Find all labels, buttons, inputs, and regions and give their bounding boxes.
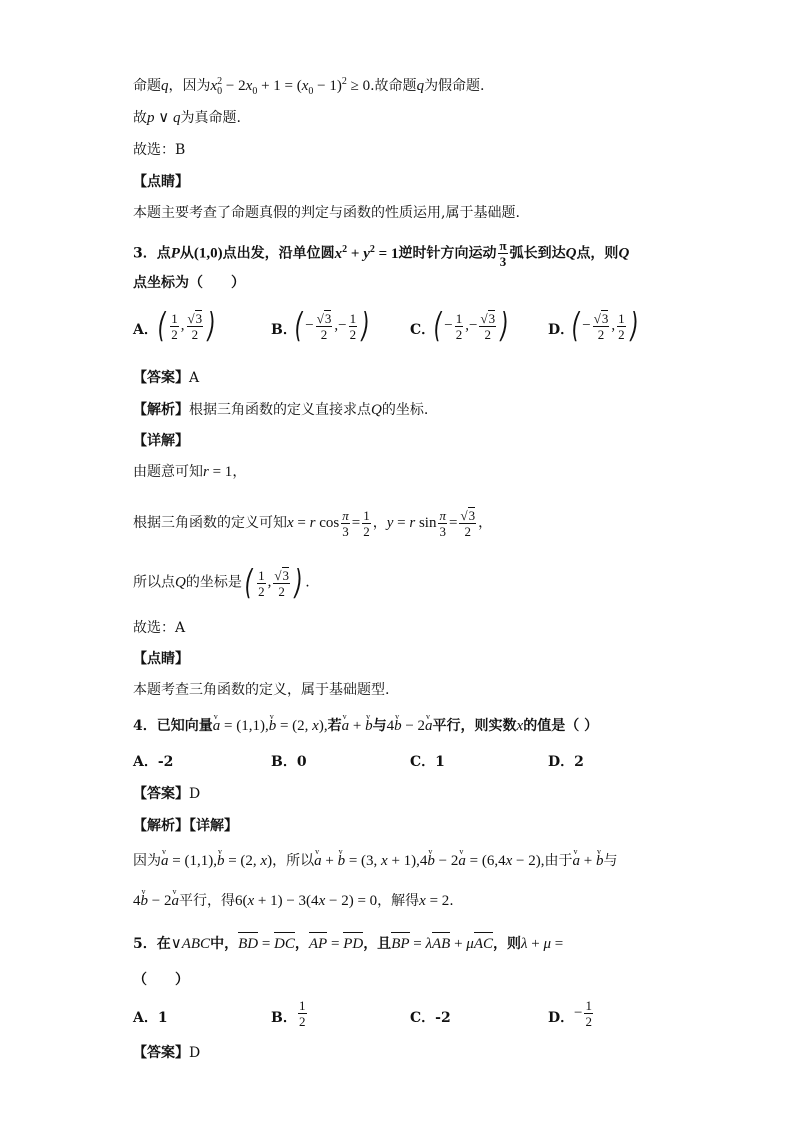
text: 与: [603, 853, 618, 869]
text: 5．在: [133, 936, 171, 952]
analysis-3: [133, 400, 428, 420]
text: 的值是（ ）: [523, 718, 599, 734]
text: 中，: [210, 936, 239, 952]
option-4C: C．1: [410, 754, 445, 770]
text: 点出发，沿单位圆: [222, 245, 335, 262]
option-5B-math: $\frac{1}{2}$: [299, 998, 306, 1029]
math-expr: $x_0^2 - 2x_0 + 1 = (x_0 - 1)^2 \ge 0$: [210, 76, 371, 97]
math-ap-pd: AP = PD: [308, 936, 364, 952]
text: 由于: [544, 853, 573, 869]
answer-3: [133, 368, 199, 388]
text: 平行，则实数: [432, 718, 517, 734]
option-4D: D．2: [548, 754, 584, 770]
math-circle: $x^2 + y^2 = 1$: [334, 243, 399, 262]
text: ，且: [363, 936, 392, 952]
text: C．: [410, 322, 436, 338]
dianjing-heading: 【点睛】: [133, 174, 189, 190]
text: D．: [548, 322, 575, 338]
text: ，则: [492, 936, 521, 952]
question-5: [133, 934, 563, 954]
math-r: r = 1: [203, 464, 233, 480]
step-3-3: 所以点Q的坐标是( $\frac{1}{2}$ , $\frac{√3}{2}$ ) .: [133, 563, 310, 603]
step-3-1: 由题意可知r = 1，: [133, 464, 247, 480]
option-4A: A．-2: [133, 754, 174, 770]
text: 因为: [133, 853, 161, 869]
math-sum: v a + v b: [342, 718, 373, 734]
text: 4．已知向量: [133, 718, 213, 734]
text: 若: [327, 718, 342, 734]
option-5D-math: − $\frac{1}{2}$: [574, 998, 592, 1029]
detail-3-heading: 【详解】: [133, 433, 189, 449]
math-eq: 6(x + 1) − 3(4x − 2) = 0: [234, 893, 378, 909]
text: 为假命题.: [424, 78, 485, 94]
text: 3．点: [133, 245, 171, 262]
option-3B-math: ( − $\frac{√3}{2}$ ,− $\frac{1}{2}$ ): [294, 306, 370, 346]
math-results: v a + v b = (3, x + 1),4v b − 2v a = (6,4x − 2),: [314, 853, 544, 869]
option-3A-math: ( $\frac{1}{2}$ , $\frac{√3}{2}$ ): [157, 306, 216, 346]
step-4-2: 4v b − 2v a平行，得6(x + 1) − 3(4x − 2) = 0，解得x = 2.: [133, 891, 454, 911]
text: ，: [294, 936, 309, 952]
math-pi-3: $\frac{\pi}{3}$: [499, 238, 507, 269]
text: 平行，得: [178, 893, 235, 909]
option-4B: B．0: [271, 754, 307, 770]
text: 所以点: [133, 574, 175, 591]
text: ，因为: [168, 78, 211, 94]
choose-3: 故选：A: [133, 620, 186, 636]
dianjing-text: 本题主要考查了命题真假的判定与函数的性质运用,属于基础题.: [133, 205, 520, 221]
text: ，所以: [272, 853, 315, 869]
question-3: [133, 238, 629, 269]
option-3D-math: ( − $\frac{√3}{2}$ , $\frac{1}{2}$ ): [571, 306, 639, 346]
text: 的坐标.: [381, 402, 429, 418]
text: 的坐标是: [185, 574, 242, 591]
text: .故命题: [370, 78, 417, 94]
text: 从: [179, 245, 194, 262]
text: 与: [372, 718, 387, 734]
math-p-or-q: p ∨ q: [147, 110, 181, 126]
text: 弧长到达: [509, 245, 566, 262]
text: 逆时针方向运动: [398, 245, 497, 262]
math-Q: Q: [371, 402, 382, 418]
option-5A: A．1: [133, 1010, 168, 1026]
line-q-false: [133, 72, 485, 102]
answer-tag: 【答案】: [133, 1045, 189, 1061]
math-Q: Q: [565, 245, 577, 262]
text: 根据三角函数的定义直接求点: [189, 402, 371, 418]
math-sum: v a + v b: [573, 853, 604, 869]
answer-tag: 【答案】: [133, 786, 189, 802]
math-vectors: v a = (1,1),v b = (2, x),: [213, 718, 328, 734]
math-point: (1,0): [193, 245, 223, 262]
answer-4: [133, 784, 200, 804]
math-vectors: v a = (1,1),v b = (2, x): [161, 853, 272, 869]
text: 由题意可知: [133, 464, 203, 480]
answer-tag: 【答案】: [133, 370, 189, 386]
line-p-or-q: [133, 108, 241, 128]
text: A．: [133, 322, 158, 338]
math-Q: Q: [175, 574, 186, 591]
text: 命题: [133, 78, 161, 94]
math-bd-dc: BD = DC: [238, 936, 295, 952]
analysis-tag: 【解析】: [133, 402, 189, 418]
choose-line: 故选：B: [133, 142, 186, 158]
text: B．: [271, 1010, 297, 1026]
text: ，解得: [377, 893, 420, 909]
math-q: q: [161, 78, 169, 94]
option-5D: [548, 1008, 574, 1028]
question-3-cont: 点坐标为（ ）: [133, 275, 245, 291]
math-diff: 4v b − 2v a: [133, 893, 179, 909]
answer-value: D: [189, 1045, 201, 1061]
math-y: y = r sin $\frac{\pi}{3}$ = $\frac{√3}{2}$: [386, 508, 476, 539]
math-P: P: [170, 245, 180, 262]
dianjing-3-text: 本题考查三角函数的定义，属于基础题型.: [133, 682, 390, 698]
step-3-2: 根据三角函数的定义可知x = r cos $\frac{\pi}{3}$ = $\frac{1}{2}$ ，y = r sin $\frac{\pi}{3}$ = $\frac{√3}{2}$ ，: [133, 508, 493, 539]
math-Q: Q: [618, 245, 630, 262]
math-lambda-mu: λ + μ =: [520, 936, 564, 952]
text: D．: [548, 1010, 575, 1026]
math-x: x: [516, 718, 524, 734]
text: 点，则: [576, 245, 619, 262]
option-5B: [271, 1008, 297, 1028]
step-4-1: [133, 851, 617, 871]
math-bp: BP = λAB + μAC: [391, 936, 493, 952]
math-q: q: [416, 78, 425, 94]
answer-value: A: [189, 370, 200, 386]
answer-5: [133, 1043, 200, 1063]
option-5C: C．-2: [410, 1010, 451, 1026]
text: 故: [133, 110, 147, 126]
math-coord: ( $\frac{1}{2}$ , $\frac{√3}{2}$ ): [244, 563, 303, 603]
question-5-cont: （ ）: [133, 972, 189, 988]
math-triangle: ∨ABC: [170, 936, 211, 952]
math-diff: 4v b − 2v a: [387, 718, 433, 734]
text: 根据三角函数的定义可知: [133, 514, 287, 531]
math-x: x = r cos $\frac{\pi}{3}$ = $\frac{1}{2}$: [287, 508, 370, 539]
question-4: [133, 716, 598, 736]
answer-value: D: [189, 786, 201, 802]
option-3C-math: ( − $\frac{1}{2}$ ,− $\frac{√3}{2}$ ): [433, 306, 509, 346]
text: 为真命题.: [180, 110, 241, 126]
math-solution: x = 2: [419, 893, 450, 909]
dianjing-3-heading: 【点睛】: [133, 651, 189, 667]
analysis-4: 【解析】【详解】: [133, 818, 238, 834]
text: B．: [271, 322, 297, 338]
